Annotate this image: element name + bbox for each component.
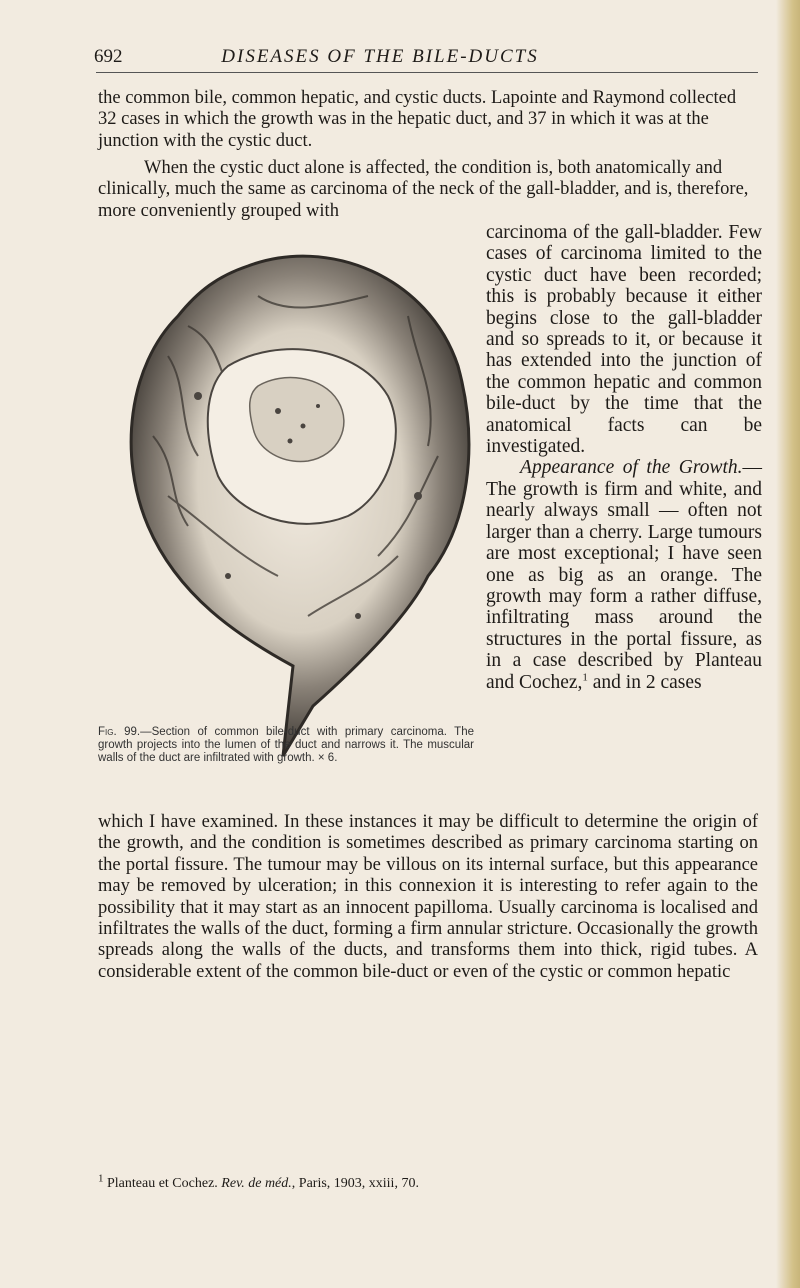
page-edge-shadow bbox=[776, 0, 800, 1288]
paragraph-3-right-end: and in 2 cases bbox=[587, 671, 702, 693]
footnote-authors: Planteau et Cochez. bbox=[103, 1176, 222, 1191]
histology-figure bbox=[108, 196, 482, 786]
footnote-journal: Rev. de méd. bbox=[221, 1176, 292, 1191]
paragraph-2-continued: carcinoma of the gall-bladder. Few cases of carcinoma limited to the cystic duct have been recorded; this is probably because it either begins close to the gall-bladder and so spreads to it, or because it has extended into the junction of the common hepatic and common bile-duct by the time that the anatomical facts can be investigated. bbox=[486, 222, 762, 458]
section-heading: Appearance of the Growth. bbox=[520, 457, 743, 479]
page-number: 692 bbox=[94, 46, 123, 67]
right-column-text bbox=[486, 222, 762, 693]
footnote-tail: , Paris, 1903, xxiii, 70. bbox=[291, 1176, 419, 1191]
running-title: DISEASES OF THE BILE-DUCTS bbox=[221, 46, 539, 67]
paragraph-3-right: —The growth is firm and white, and nearly always small — often not larger than a cherry. Large tumours are most exceptional; I have seen one as big as an orange. The growth may form a rather diffuse, infiltrating mass around the structures in the portal fissure, as in a case described by Planteau and Cochez, bbox=[486, 457, 763, 693]
figure-caption bbox=[98, 726, 474, 766]
footnote bbox=[98, 1172, 758, 1192]
footnote-ref: 1 bbox=[582, 671, 588, 684]
header-rule bbox=[96, 72, 758, 73]
figure-caption-text: —Section of common bile-duct with primary carcinoma. The growth projects into the lumen of the duct and narrows it. The muscular walls of the duct are infiltrated with growth. × 6. bbox=[98, 726, 474, 765]
paragraph-1: the common bile, common hepatic, and cystic ducts. Lapointe and Raymond collected 32 cases in which the growth was in the hepatic duct, and 37 in which it was at the junction with the cystic duct. bbox=[98, 88, 737, 151]
paragraph-3: which I have examined. In these instances it may be difficult to determine the origin of the growth, and the condition is sometimes described as primary carcinoma starting on the portal fissure. The tumour may be villous on its internal surface, but this appearance may be removed by ulceration; in this connexion it is interesting to refer again to the possibility that it may start as an innocent papilloma. Usually carcinoma is localised and infiltrates the walls of the duct, forming a firm annular stricture. Occasionally the growth spreads along the walls of the ducts, and transforms them into thick, rigid tubes. A considerable extent of the common bile-duct or even of the cystic or common hepatic bbox=[98, 812, 758, 982]
footnote-marker: 1 bbox=[98, 1172, 104, 1185]
paragraph-2-lead: When the cystic duct alone is affected, the condition is, both anatomically and clinically, much the same as carcinoma of the neck of the gall-bladder, and is, therefore, more conveniently grouped with bbox=[98, 158, 749, 221]
figure-label: Fig. 99. bbox=[98, 726, 141, 738]
